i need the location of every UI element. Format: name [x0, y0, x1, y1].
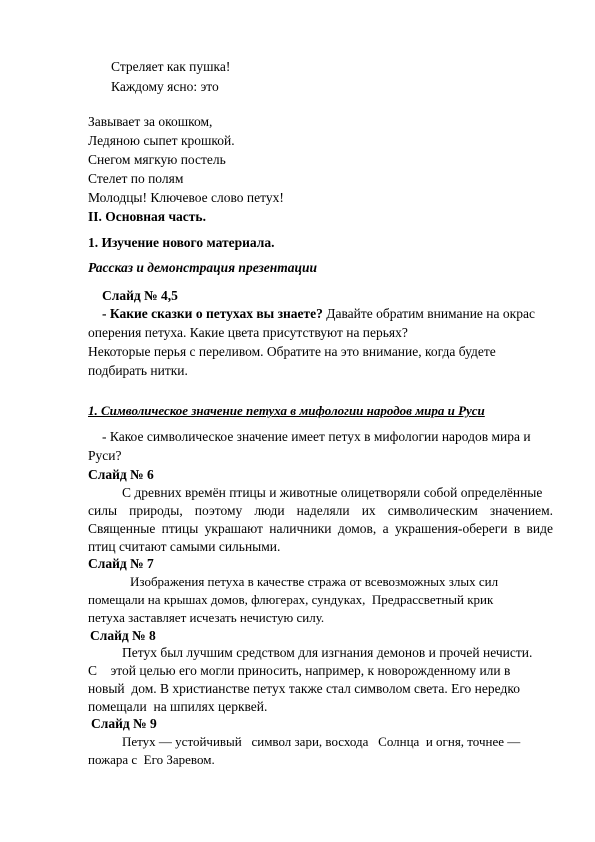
body-line: Священные птицы украшают наличники домов, а украшения-обереги в виде — [88, 521, 553, 536]
slide-title: Слайд № 9 — [91, 716, 157, 731]
slide-title: Слайд № 6 — [88, 467, 154, 482]
question-bold: - Какие сказки о петухах вы знаете? — [102, 306, 323, 321]
body-line: С этой целью его могли приносить, например, к новорожденному или в — [88, 663, 511, 678]
poem-line: Молодцы! Ключевое слово петух! — [88, 190, 284, 205]
body-line: подбирать нитки. — [88, 363, 188, 378]
body-line: С древних времён птицы и животные олицетворяли собой определённые — [122, 485, 543, 500]
body-line: Петух — устойчивый символ зари, восхода Солнца и огня, точнее — — [122, 734, 521, 749]
question-rest: Давайте обратим внимание на окрас — [322, 306, 535, 321]
body-line: силы природы, поэтому люди наделяли их символическим значением. — [88, 503, 553, 518]
body-line: Петух был лучшим средством для изгнания демонов и прочей нечисти. — [122, 645, 533, 660]
slide-title: Слайд № 4,5 — [102, 288, 178, 303]
poem-line: Каждому ясно: это — [111, 79, 219, 94]
subsection-heading: 1. Изучение нового материала. — [88, 235, 275, 250]
body-line: оперения петуха. Какие цвета присутствуют на перьях? — [88, 325, 408, 340]
body-line: новый дом. В христианстве петух также стал символом света. Его нередко — [88, 681, 520, 696]
body-line: - Какое символическое значение имеет петух в мифологии народов мира и — [102, 429, 531, 444]
body-line: пожара с Его Заревом. — [88, 752, 215, 767]
body-line: Руси? — [88, 448, 122, 463]
poem-line: Снегом мягкую постель — [88, 152, 226, 167]
slide-question — [102, 306, 535, 322]
body-line: помещали на крышах домов, флюгерах, сундуках, Предрассветный крик — [88, 592, 494, 607]
body-line: Изображения петуха в качестве стража от всевозможных злых сил — [130, 574, 499, 589]
symbolic-heading: 1. Символическое значение петуха в мифологии народов мира и Руси — [88, 403, 485, 418]
body-line: петуха заставляет исчезать нечистую силу. — [88, 610, 325, 625]
slide-title: Слайд № 7 — [88, 556, 154, 571]
body-line: птиц считают самыми сильными. — [88, 539, 281, 554]
body-line: Некоторые перья с переливом. Обратите на это внимание, когда будете — [88, 344, 496, 359]
poem-line: Завывает за окошком, — [88, 114, 213, 129]
poem-line: Стелет по полям — [88, 171, 184, 186]
poem-line: Ледяною сыпет крошкой. — [88, 133, 235, 148]
slide-title: Слайд № 8 — [90, 628, 156, 643]
poem-line: Стреляет как пушка! — [111, 59, 231, 74]
section-heading: II. Основная часть. — [88, 209, 206, 224]
body-line: помещали на шпилях церквей. — [88, 699, 268, 714]
story-heading: Рассказ и демонстрация презентации — [88, 260, 318, 275]
